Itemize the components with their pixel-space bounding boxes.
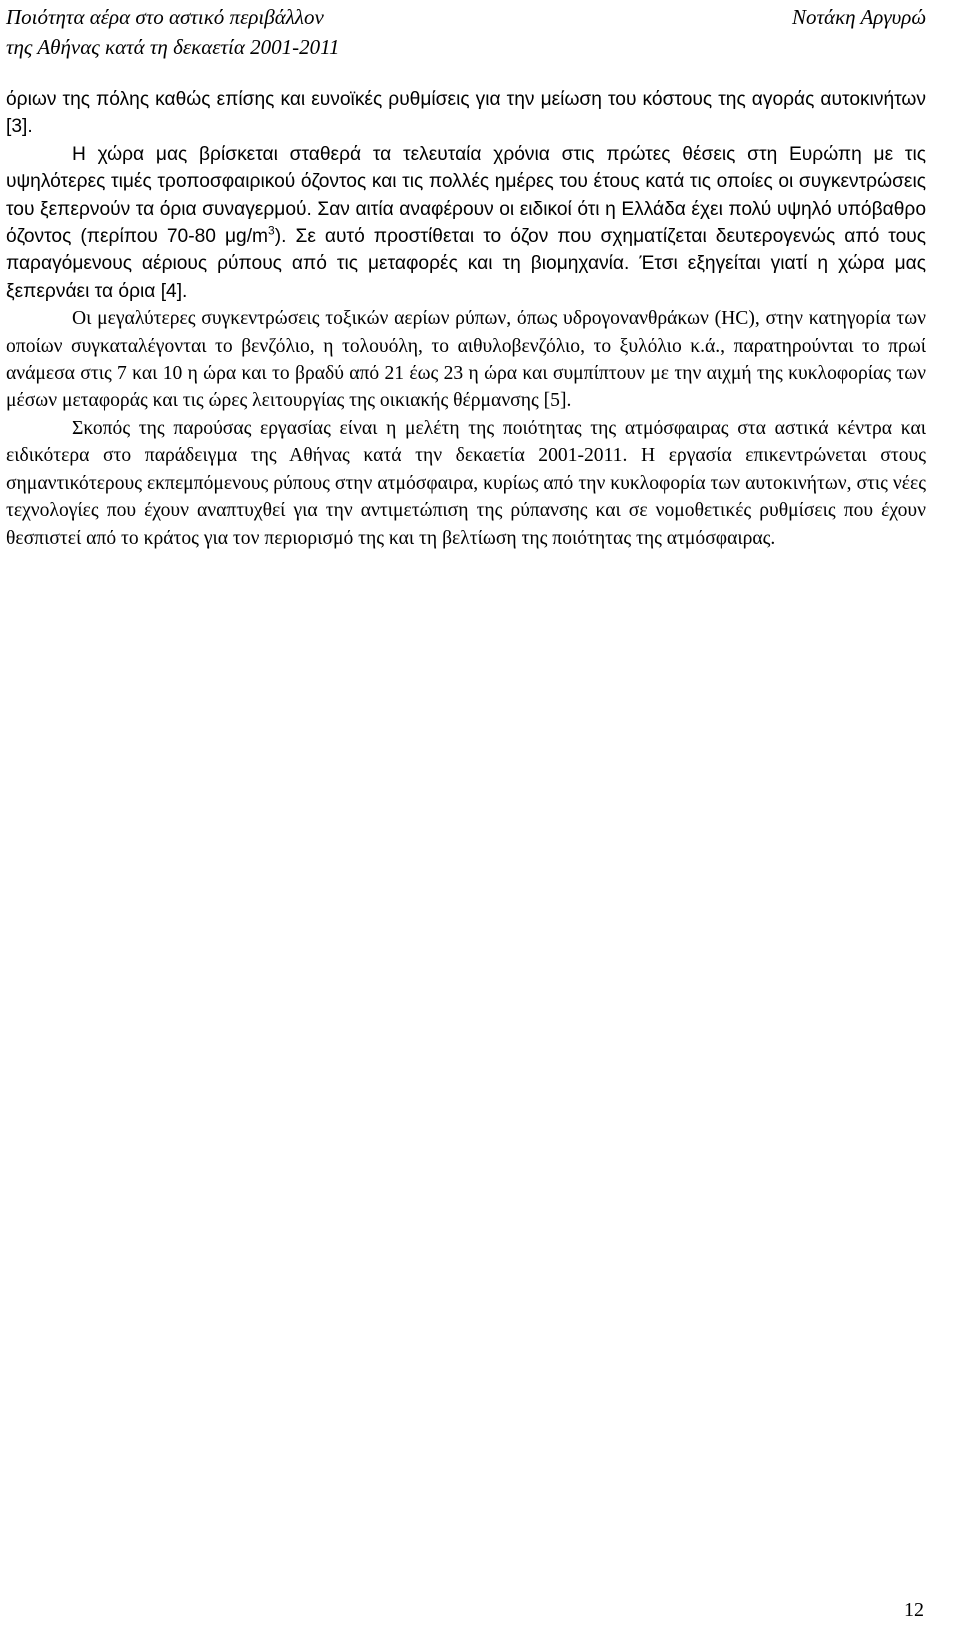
document-body — [6, 86, 926, 552]
paragraph-2-text-b: ). Σε αυτό προστίθεται το όζον που σχηματίζεται δευτερογενώς από τους παραγόμενους αέριους ρύπους από τις μεταφορές και τη βιομηχανία. Έτσι εξηγείται γιατί η χώρα μας ξεπερνάει τα όρια [4]. — [6, 226, 926, 302]
header-row-1 — [6, 2, 926, 32]
page-number: 12 — [904, 1599, 924, 1621]
header-title-line2: της Αθήνας κατά τη δεκαετία 2001-2011 — [6, 35, 340, 59]
unit-superscript: 3 — [268, 223, 275, 238]
header-row-2 — [6, 32, 926, 62]
header-divider — [6, 64, 926, 65]
page-header — [6, 2, 926, 62]
header-author: Νοτάκη Αργυρώ — [792, 5, 926, 29]
paragraph-1: όριων της πόλης καθώς επίσης και ευνοϊκές ρυθμίσεις για την μείωση του κόστους της αγοράς αυτοκινήτων [3]. — [6, 89, 926, 138]
paragraph-2-text-a: Η χώρα μας βρίσκεται σταθερά τα τελευταία χρόνια στις πρώτες θέσεις στη Ευρώπη με τις υψηλότερες τιμές τροποσφαιρικού όζοντος και τις πολλές ημέρες του έτους κατά τις οποίες οι συγκεντρώσεις του ξεπερνούν τα όρια συναγερμού. Σαν αιτία αναφέρουν οι ειδικοί ότι η Ελλάδα έχει πολύ υψηλό υπόβαθρο όζοντος (περίπου 70-80 μg/m — [6, 143, 926, 248]
paragraph-2 — [6, 141, 926, 305]
paragraph-4: Σκοπός της παρούσας εργασίας είναι η μελέτη της ποιότητας της ατμόσφαιρας στα αστικά κέντρα και ειδικότερα στο παράδειγμα της Αθήνας κατά την δεκαετία 2001-2011. Η εργασία επικεντρώνεται στους σημαντικότερους εκπεμπόμενους ρύπους στην ατμόσφαιρα, κυρίως από την κυκλοφορία των αυτοκινήτων, στις νέες τεχνολογίες που έχουν αναπτυχθεί για την αντιμετώπιση της ρύπανσης και σε νομοθετικές ρυθμίσεις που έχουν θεσπιστεί από το κράτος για τον περιορισμό της και τη βελτίωση της ποιότητας της ατμόσφαιρας. — [6, 417, 926, 549]
paragraph-3: Οι μεγαλύτερες συγκεντρώσεις τοξικών αερίων ρύπων, όπως υδρογονανθράκων (HC), στην κατηγορία των οποίων συγκαταλέγονται το βενζόλιο, η τολουόλη, το αιθυλοβενζόλιο, το ξυλόλιο κ.ά., παρατηρούνται το πρωί ανάμεσα στις 7 και 10 η ώρα και το βραδύ από 21 έως 23 η ώρα και συμπίπτουν με την αιχμή της κυκλοφορίας των μέσων μεταφοράς και τις ώρες λειτουργίας της οικιακής θέρμανσης [5]. — [6, 308, 926, 412]
header-title-line1: Ποιότητα αέρα στο αστικό περιβάλλον — [6, 5, 324, 29]
